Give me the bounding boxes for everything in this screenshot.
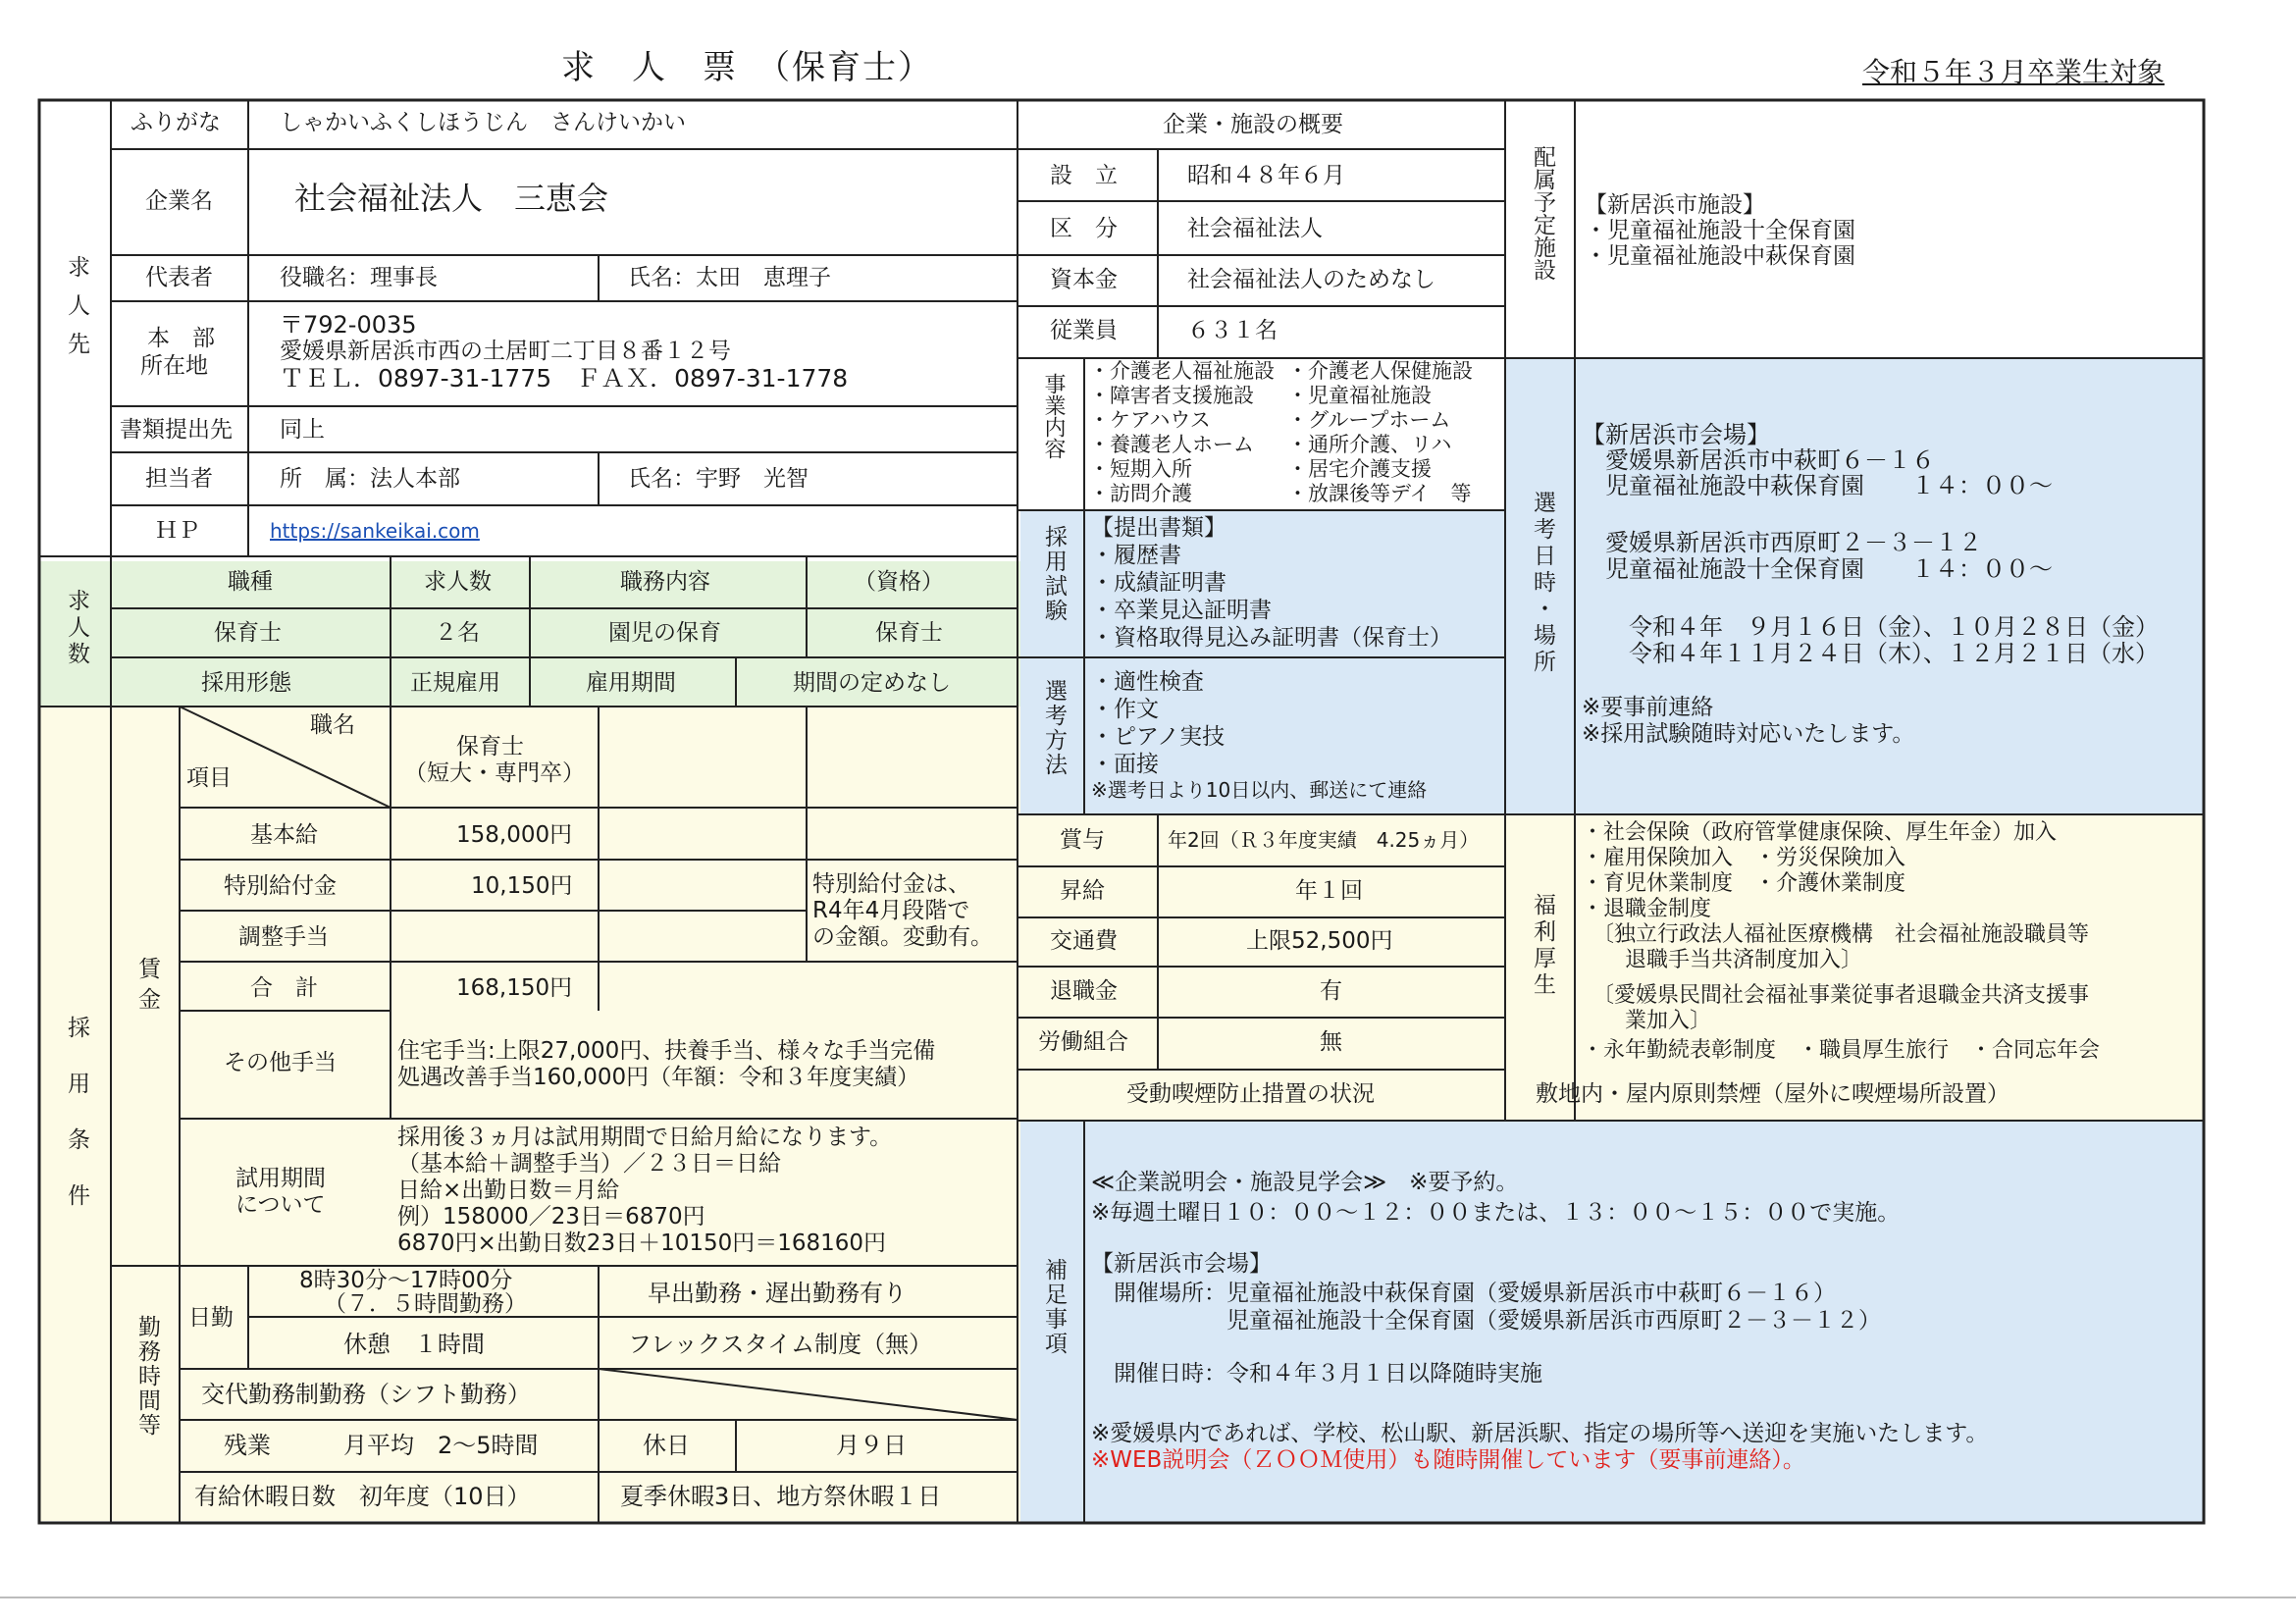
type-label: 区 分 (1050, 216, 1118, 241)
side-label-wage: 賃金 (134, 957, 160, 1018)
early-late-shift: 早出勤務・遅出勤務有り (648, 1280, 907, 1307)
supplement-line: ※毎週土曜日１０：００～１２：００または、１３：００～１５：００で実施。 (1091, 1200, 1901, 1226)
special-note-line: 特別給付金は、 (812, 871, 970, 897)
wage-diag-bottom: 項目 (186, 765, 232, 791)
retirement-value: 有 (1320, 978, 1342, 1004)
break-time: 休憩 １時間 (343, 1331, 485, 1358)
wage-diag-top: 職名 (310, 712, 355, 738)
supplement-line: 開催日時：令和４年３月１日以降随時実施 (1091, 1361, 1542, 1387)
exam-label: 採用試験 (1041, 525, 1067, 623)
representative-name: 氏名：太田 恵理子 (628, 265, 831, 290)
business-item: ・訪問介護 (1089, 482, 1192, 505)
welfare-line: ・退職金制度 (1582, 897, 1712, 921)
business-item: ・養護老人ホーム (1089, 433, 1254, 456)
selection-line: ・面接 (1091, 752, 1159, 777)
assignment-label: 配属予定施設 (1530, 145, 1555, 281)
supplement-line: 【新居浜市会場】 (1091, 1251, 1272, 1277)
web-briefing-notice: ※WEB説明会（ＺＯＯＭ使用）も随時開催しています（要事前連絡）。 (1091, 1447, 1805, 1473)
wage-total-value: 168,150円 (456, 975, 573, 1001)
supplement-line: ※愛媛県内であれば、学校、松山駅、新居浜駅、指定の場所等へ送迎を実施いたします。 (1091, 1421, 1989, 1446)
openings-col-duty: 職務内容 (620, 569, 710, 595)
trial-period-label-1: 試用期間 (235, 1166, 326, 1191)
wage-job-title-2: （短大・専門卒） (404, 760, 585, 786)
employment-period-label: 雇用期間 (586, 670, 676, 696)
day-shift-duration: （７．５時間勤務） (324, 1291, 527, 1317)
target-graduates: 令和５年３月卒業生対象 (1862, 56, 2166, 88)
raise-value: 年１回 (1295, 878, 1363, 904)
exam-line: 【提出書類】 (1091, 515, 1226, 541)
selection-line: ・作文 (1091, 697, 1159, 722)
wage-job-title-1: 保育士 (456, 734, 524, 759)
schedule-line: ※採用試験随時対応いたします。 (1582, 721, 1915, 747)
trial-line: 採用後３ヵ月は試用期間で日給月給になります。 (397, 1125, 893, 1150)
employees-label: 従業員 (1050, 318, 1118, 343)
union-value: 無 (1320, 1029, 1342, 1055)
trial-line: （基本給＋調整手当）／２３日＝日給 (397, 1151, 781, 1177)
selection-line: ※選考日より10日以内、郵送にて連絡 (1091, 778, 1428, 802)
schedule-label: 選考日時・場所 (1530, 491, 1555, 676)
retirement-label: 退職金 (1050, 978, 1118, 1004)
special-allowance-label: 特別給付金 (224, 873, 337, 899)
special-note-line: R4年4月段階で (812, 898, 970, 923)
furigana-value: しゃかいふくしほうじん さんけいかい (280, 110, 686, 135)
bonus-value: 年2回（Ｒ３年度実績 4.25ヵ月） (1168, 828, 1480, 852)
other-allowance-label: その他手当 (224, 1050, 337, 1075)
overview-header: 企業・施設の概要 (1163, 112, 1343, 137)
openings-duty: 園児の保育 (608, 620, 721, 646)
side-label-openings: 求人数 (64, 589, 89, 668)
shift-work: 交代勤務制勤務（シフト勤務） (201, 1381, 531, 1408)
openings-col-qual: （資格） (854, 569, 944, 595)
smoking-value: 敷地内・屋内原則禁煙（屋外に喫煙場所設置） (1536, 1081, 2009, 1107)
hire-form-label: 採用形態 (201, 670, 291, 696)
special-note-line: の金額。変動有。 (812, 924, 993, 950)
business-item: ・ケアハウス (1089, 408, 1211, 432)
schedule-line: 令和４年 ９月１６日（金）、１０月２８日（金） (1582, 613, 2159, 641)
contact-dept: 所 属：法人本部 (280, 466, 460, 492)
submit-label: 書類提出先 (120, 417, 233, 443)
raise-label: 昇給 (1060, 878, 1105, 904)
openings-count: ２名 (435, 620, 480, 646)
selection-line: ・ピアノ実技 (1091, 724, 1226, 750)
business-label: 事業内容 (1041, 373, 1066, 459)
business-item: ・グループホーム (1287, 408, 1451, 432)
business-item: ・児童福祉施設 (1287, 384, 1432, 407)
schedule-line: 愛媛県新居浜市中萩町６－１６ (1582, 446, 1935, 474)
other-allowance-line: 住宅手当:上限27,000円、扶養手当、様々な手当完備 (397, 1038, 936, 1064)
hp-label: ＨＰ (155, 518, 200, 544)
business-item: ・障害者支援施設 (1089, 384, 1254, 407)
welfare-line: ・育児休業制度 ・介護休業制度 (1582, 871, 1906, 896)
welfare-line: 業加入〕 (1582, 1009, 1712, 1033)
address-value: 愛媛県新居浜市西の土居町二丁目８番１２号 (280, 339, 731, 364)
representative-label: 代表者 (145, 265, 213, 290)
address-label-1: 本 部 (147, 326, 215, 351)
welfare-line: ・永年勤続表彰制度 ・職員厚生旅行 ・合同忘年会 (1582, 1038, 2101, 1063)
paid-leave: 有給休暇日数 初年度（10日） (194, 1483, 531, 1510)
supplement-line: 児童福祉施設十全保育園（愛媛県新居浜市西原町２－３－１２） (1091, 1308, 1881, 1334)
overtime-label: 残業 (224, 1432, 271, 1459)
flextime: フレックスタイム制度（無） (628, 1331, 933, 1358)
trial-line: 例）158000／23日＝6870円 (397, 1204, 705, 1230)
openings-job: 保育士 (214, 620, 282, 646)
welfare-line: 〔独立行政法人福祉医療機構 社会福祉施設職員等 (1582, 922, 2090, 947)
trial-line: 6870円×出勤日数23日＋10150円＝168160円 (397, 1230, 887, 1256)
business-item: ・通所介護、リハ (1287, 433, 1452, 456)
openings-qual: 保育士 (875, 620, 943, 646)
business-item: ・短期入所 (1089, 457, 1192, 481)
day-shift-label: 日勤 (188, 1305, 234, 1331)
hire-form-value: 正規雇用 (410, 670, 500, 696)
founded-value: 昭和４８年６月 (1187, 163, 1345, 188)
welfare-line: ・雇用保険加入 ・労災保険加入 (1582, 846, 1906, 870)
schedule-line: 令和４年１１月２４日（木）、１２月２１日（水） (1582, 640, 2159, 667)
holiday-value: 月９日 (836, 1432, 907, 1459)
employees-value: ６３１名 (1187, 318, 1278, 343)
welfare-label: 福利厚生 (1530, 893, 1555, 999)
hp-link[interactable]: https://sankeikai.com (270, 519, 480, 543)
postal-code: 〒792-0035 (280, 311, 417, 339)
schedule-line: 愛媛県新居浜市西原町２－３－１２ (1582, 529, 1982, 556)
business-item: ・居宅介護支援 (1287, 457, 1432, 481)
exam-line: ・成績証明書 (1091, 570, 1226, 596)
holiday-label: 休日 (643, 1432, 690, 1459)
side-label-conditions: 採用条件 (64, 1016, 89, 1239)
trial-period-label-2: について (235, 1192, 326, 1218)
transport-value: 上限52,500円 (1246, 928, 1393, 954)
transport-label: 交通費 (1050, 928, 1118, 954)
contact-name: 氏名：宇野 光智 (628, 466, 809, 492)
base-salary-label: 基本給 (250, 822, 318, 848)
exam-line: ・卒業見込証明書 (1091, 598, 1272, 623)
openings-col-job: 職種 (228, 569, 273, 595)
base-salary-value: 158,000円 (456, 822, 573, 848)
company-name-value: 社会福祉法人 三恵会 (294, 180, 609, 217)
selection-label: 選考方法 (1041, 679, 1067, 777)
schedule-line: 【新居浜市会場】 (1582, 421, 1770, 448)
summer-holiday: 夏季休暇3日、地方祭休暇１日 (620, 1483, 942, 1510)
selection-line: ・適性検査 (1091, 669, 1204, 695)
capital-value: 社会福祉法人のためなし (1187, 267, 1435, 292)
side-label-employer: 求人先 (64, 255, 89, 370)
welfare-line: 〔愛媛県民間社会福祉事業従事者退職金共済支援事 (1582, 983, 2090, 1008)
business-item: ・介護老人保健施設 (1287, 359, 1473, 383)
openings-col-count: 求人数 (424, 569, 492, 595)
overtime-value: 月平均 2～5時間 (343, 1432, 539, 1459)
founded-label: 設 立 (1050, 163, 1118, 188)
furigana-label: ふりがな (130, 110, 221, 135)
schedule-line: ※要事前連絡 (1582, 695, 1714, 720)
capital-label: 資本金 (1050, 267, 1118, 292)
other-allowance-line: 処遇改善手当160,000円（年額：令和３年度実績） (397, 1065, 920, 1090)
contact-label: 担当者 (145, 466, 213, 492)
special-allowance-value: 10,150円 (471, 873, 573, 899)
business-item: ・放課後等デイ 等 (1287, 482, 1472, 505)
exam-line: ・資格取得見込み証明書（保育士） (1091, 625, 1452, 651)
representative-title: 役職名：理事長 (280, 265, 438, 290)
schedule-line: 児童福祉施設中萩保育園 １４：００～ (1582, 472, 2053, 499)
union-label: 労働組合 (1038, 1029, 1128, 1055)
supplement-line: ≪企業説明会・施設見学会≫ ※要予約。 (1091, 1170, 1519, 1195)
side-label-hours: 勤務時間等 (134, 1315, 160, 1438)
assignment-line: ・児童福祉施設中萩保育園 (1585, 243, 1855, 269)
tel-fax: ＴＥＬ．0897-31-1775 ＦＡＸ．0897-31-1778 (280, 364, 849, 393)
smoking-label: 受動喫煙防止措置の状況 (1126, 1081, 1375, 1107)
employment-period-value: 期間の定めなし (793, 670, 951, 696)
adjust-allowance-label: 調整手当 (238, 924, 329, 950)
schedule-line: 児童福祉施設十全保育園 １４：００～ (1582, 555, 2053, 583)
day-shift-time: 8時30分～17時00分 (299, 1268, 513, 1293)
address-label-2: 所在地 (140, 353, 208, 379)
business-item: ・介護老人福祉施設 (1089, 359, 1275, 383)
supplement-line: 開催場所：児童福祉施設中萩保育園（愛媛県新居浜市中萩町６－１６） (1091, 1281, 1836, 1306)
welfare-line: ・社会保険（政府管掌健康保険、厚生年金）加入 (1582, 820, 2058, 845)
exam-line: ・履歴書 (1091, 543, 1181, 568)
page-title: 求 人 票 （保育士） (561, 48, 933, 87)
supplement-label: 補足事項 (1041, 1258, 1067, 1356)
welfare-line: 退職手当共済制度加入〕 (1582, 948, 1863, 972)
bonus-label: 賞与 (1060, 827, 1105, 853)
company-name-label: 企業名 (145, 188, 213, 214)
assignment-line: ・児童福祉施設十全保育園 (1585, 218, 1855, 243)
assignment-line: 【新居浜市施設】 (1585, 192, 1765, 218)
type-value: 社会福祉法人 (1187, 216, 1323, 241)
trial-line: 日給×出勤日数＝月給 (397, 1178, 620, 1203)
submit-value: 同上 (280, 417, 325, 443)
wage-total-label: 合 計 (250, 975, 318, 1001)
